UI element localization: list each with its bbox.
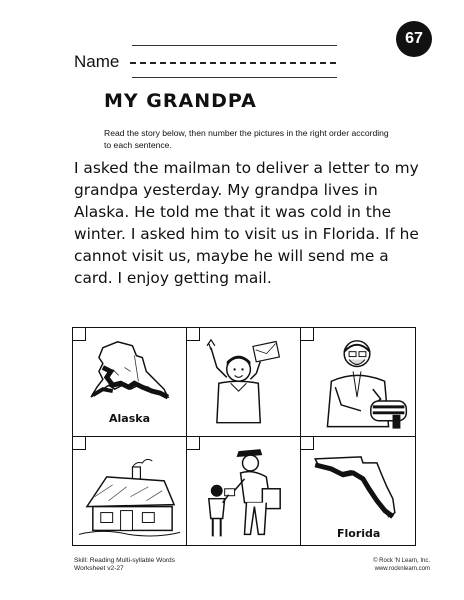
grandpa-mailbox-icon — [301, 328, 415, 436]
picture-florida — [301, 437, 415, 546]
footer-left — [74, 557, 175, 573]
snowy-house-icon — [73, 437, 186, 546]
skill-text: Skill: Reading Multi-syllable Words — [74, 557, 176, 564]
boy-with-letter-icon — [187, 328, 300, 436]
copyright-text: © Rock 'N Learn, Inc. — [373, 558, 430, 564]
mailman-boy-icon — [187, 437, 300, 546]
name-label: Name — [74, 52, 120, 71]
picture-alaska — [73, 328, 187, 437]
name-top-rule — [132, 45, 337, 46]
footer-right — [352, 557, 430, 573]
picture-snowy-house — [73, 437, 187, 546]
picture-grandpa-mailbox — [301, 328, 415, 437]
worksheet-title: MY GRANDPA — [104, 90, 257, 112]
story-text: I asked the mailman to deliver a letter to my grandpa yesterday. My grandpa lives in Alaska. He told me that it was cold in the winter. I asked him to visit us in Florida. If he cannot visit us, maybe he will send me a card. I enjoy getting mail. — [74, 159, 419, 287]
alaska-label: Alaska — [109, 412, 150, 425]
picture-boy-with-letter — [187, 328, 301, 437]
worksheet-id: Worksheet v2-27 — [74, 565, 124, 572]
website-link[interactable]: www.rocknlearn.com — [374, 566, 430, 572]
picture-grid — [72, 327, 416, 546]
instructions-text: Read the story below, then number the pictures in the right order according to each sentence. — [104, 128, 389, 150]
picture-mailman-boy — [187, 437, 301, 546]
name-writing-line[interactable] — [130, 62, 336, 64]
florida-label: Florida — [337, 526, 381, 540]
name-bottom-rule — [132, 77, 337, 78]
page-number-badge: 67 — [396, 21, 432, 57]
